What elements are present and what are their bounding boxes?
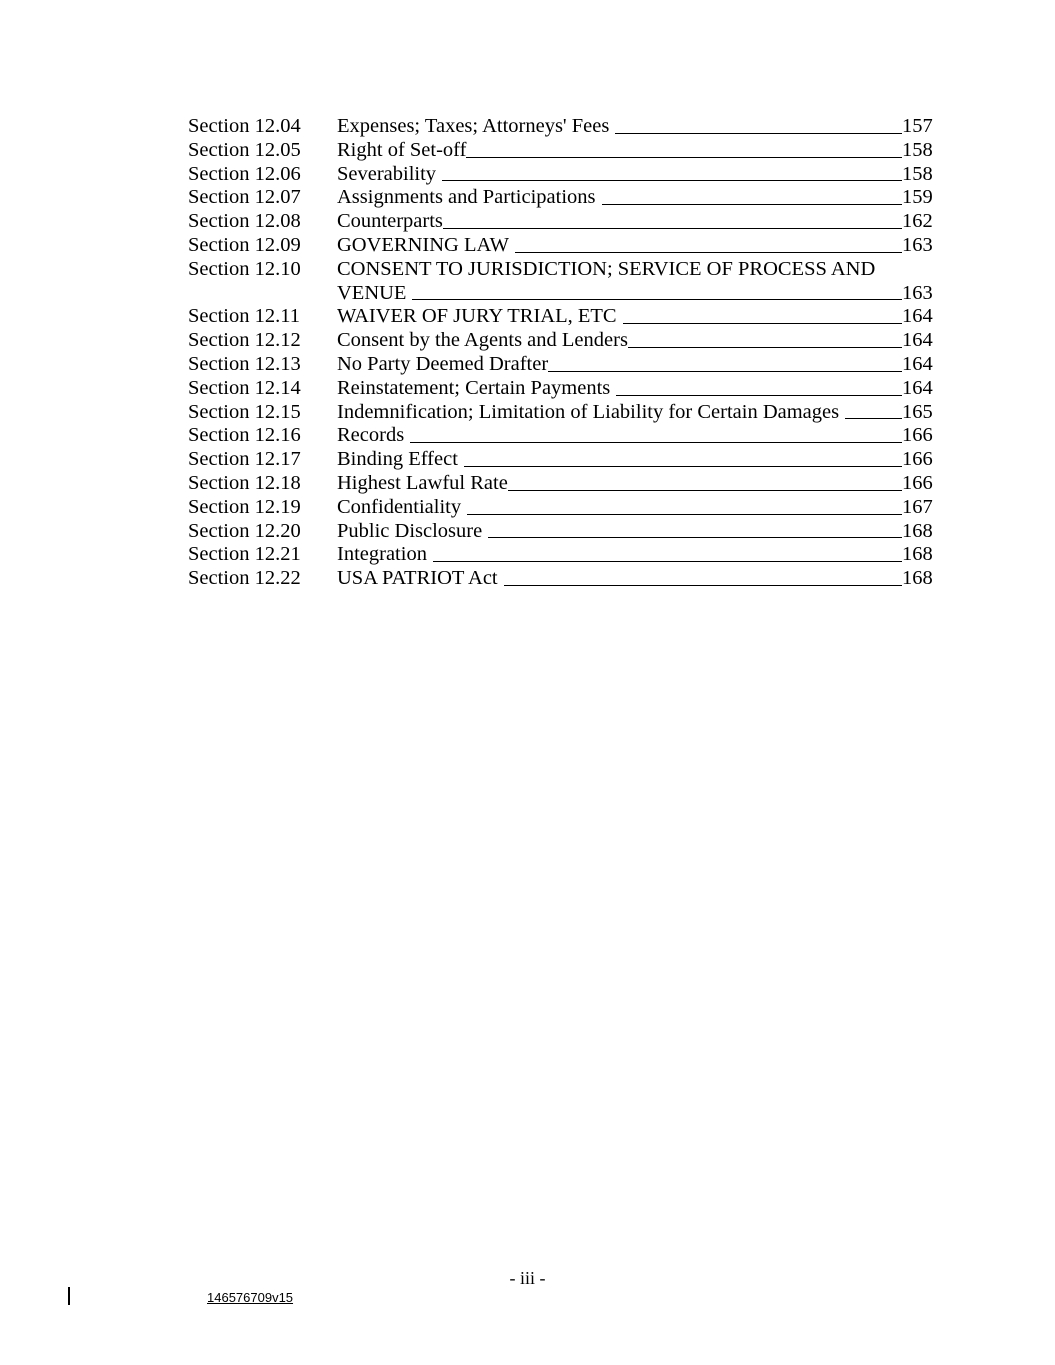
toc-page-number: 159 (902, 186, 933, 209)
toc-section-title: Reinstatement; Certain Payments (337, 376, 611, 399)
page-footer-number: - iii - (509, 1268, 546, 1288)
toc-page-number: 164 (902, 305, 933, 328)
toc-section-title: Expenses; Taxes; Attorneys' Fees (337, 115, 610, 137)
toc-section-number: Section 12.12 (188, 329, 301, 352)
toc-section-title: Indemnification; Limitation of Liability for Certain Damages (337, 400, 840, 423)
toc-section-number: Section 12.22 (188, 567, 301, 590)
toc-entry-12-04 (188, 115, 932, 139)
toc-leader-line (467, 513, 902, 515)
toc-leader-line (488, 536, 902, 538)
toc-section-title: Confidentiality (337, 495, 462, 518)
toc-section-title: USA PATRIOT Act (337, 567, 498, 590)
toc-section-title: GOVERNING LAW (337, 233, 510, 256)
toc-entry-12-21 (188, 543, 932, 567)
toc-section-title: No Party Deemed Drafter (337, 352, 549, 375)
toc-section-number: Section 12.07 (188, 186, 301, 209)
toc-section-number: Section 12.08 (188, 210, 301, 233)
toc-page-number: 157 (902, 115, 933, 137)
toc-section-number: Section 12.04 (188, 115, 301, 137)
toc-leader-line (412, 298, 902, 300)
toc-page-number: 168 (902, 519, 933, 542)
toc-section-number: Section 12.11 (188, 305, 300, 328)
toc-entry-12-22 (188, 567, 932, 591)
toc-entry-12-06 (188, 163, 932, 187)
toc-entry-12-20 (188, 520, 932, 544)
toc-section-number: Section 12.13 (188, 352, 301, 375)
toc-page-number: 163 (902, 233, 933, 256)
toc-section-number: Section 12.20 (188, 519, 301, 542)
table-of-contents (188, 115, 932, 591)
toc-section-title-line1: CONSENT TO JURISDICTION; SERVICE OF PROCESS AND (337, 257, 876, 280)
toc-page-number: 163 (902, 281, 933, 304)
toc-leader-line (548, 370, 902, 372)
toc-entry-12-17 (188, 448, 932, 472)
toc-page-number: 158 (902, 138, 933, 161)
toc-section-title: Public Disclosure (337, 519, 483, 542)
toc-section-title: Counterparts (337, 210, 443, 233)
toc-entry-12-10 (188, 258, 932, 306)
toc-entry-12-16 (188, 424, 932, 448)
toc-page-number: 164 (902, 352, 933, 375)
toc-entry-12-14 (188, 377, 932, 401)
toc-section-number: Section 12.21 (188, 543, 301, 566)
toc-page-number: 166 (902, 471, 933, 494)
toc-section-title-line2: VENUE (337, 281, 407, 304)
toc-page-number: 168 (902, 567, 933, 590)
toc-entry-12-08 (188, 210, 932, 234)
toc-section-number: Section 12.06 (188, 162, 301, 185)
toc-section-number: Section 12.05 (188, 138, 301, 161)
toc-section-title: Consent by the Agents and Lenders (337, 329, 628, 352)
toc-section-number: Section 12.16 (188, 424, 301, 447)
toc-entry-12-12 (188, 329, 932, 353)
toc-entry-12-05 (188, 139, 932, 163)
toc-entry-12-18 (188, 472, 932, 496)
toc-page-number: 165 (902, 400, 933, 423)
toc-page-number: 167 (902, 495, 933, 518)
toc-leader-line (464, 465, 902, 467)
toc-leader-line (508, 489, 902, 491)
toc-leader-line (504, 584, 902, 586)
toc-page-number: 166 (902, 448, 933, 471)
toc-leader-line (410, 441, 902, 443)
toc-entry-12-09 (188, 234, 932, 258)
toc-page-number: 164 (902, 376, 933, 399)
toc-page-number: 168 (902, 543, 933, 566)
toc-entry-12-19 (188, 496, 932, 520)
toc-leader-line (845, 417, 902, 419)
revision-margin-bar (68, 1287, 70, 1305)
toc-leader-line (443, 227, 902, 229)
toc-leader-line (602, 203, 902, 205)
toc-section-title: Severability (337, 162, 437, 185)
toc-section-number: Section 12.10 (188, 257, 301, 280)
toc-section-title: Integration (337, 543, 427, 566)
toc-section-number: Section 12.14 (188, 376, 301, 399)
toc-section-number: Section 12.15 (188, 400, 301, 423)
toc-leader-line (442, 179, 902, 181)
toc-leader-line (615, 132, 902, 134)
toc-leader-line (515, 251, 902, 253)
toc-section-title: WAIVER OF JURY TRIAL, ETC (337, 305, 617, 328)
toc-page-number: 162 (902, 210, 933, 233)
toc-leader-line (433, 560, 902, 562)
toc-section-title: Right of Set-off (337, 138, 467, 161)
toc-entry-12-11 (188, 305, 932, 329)
document-id: 146576709v15 (207, 1290, 294, 1305)
toc-section-title: Records (337, 424, 405, 447)
toc-section-title: Highest Lawful Rate (337, 471, 508, 494)
toc-entry-12-13 (188, 353, 932, 377)
toc-leader-line (623, 322, 902, 324)
toc-section-title: Binding Effect (337, 448, 458, 471)
toc-section-number: Section 12.09 (188, 233, 301, 256)
toc-page-number: 166 (902, 424, 933, 447)
toc-page-number: 158 (902, 162, 933, 185)
toc-leader-line (616, 394, 902, 396)
toc-entry-12-15 (188, 401, 932, 425)
toc-section-number: Section 12.19 (188, 495, 301, 518)
toc-page-number: 164 (902, 329, 933, 352)
toc-section-number: Section 12.17 (188, 448, 301, 471)
toc-leader-line (628, 346, 902, 348)
toc-section-title: Assignments and Participations (337, 186, 596, 209)
toc-entry-12-07 (188, 186, 932, 210)
toc-section-number: Section 12.18 (188, 471, 301, 494)
toc-leader-line (466, 156, 902, 158)
